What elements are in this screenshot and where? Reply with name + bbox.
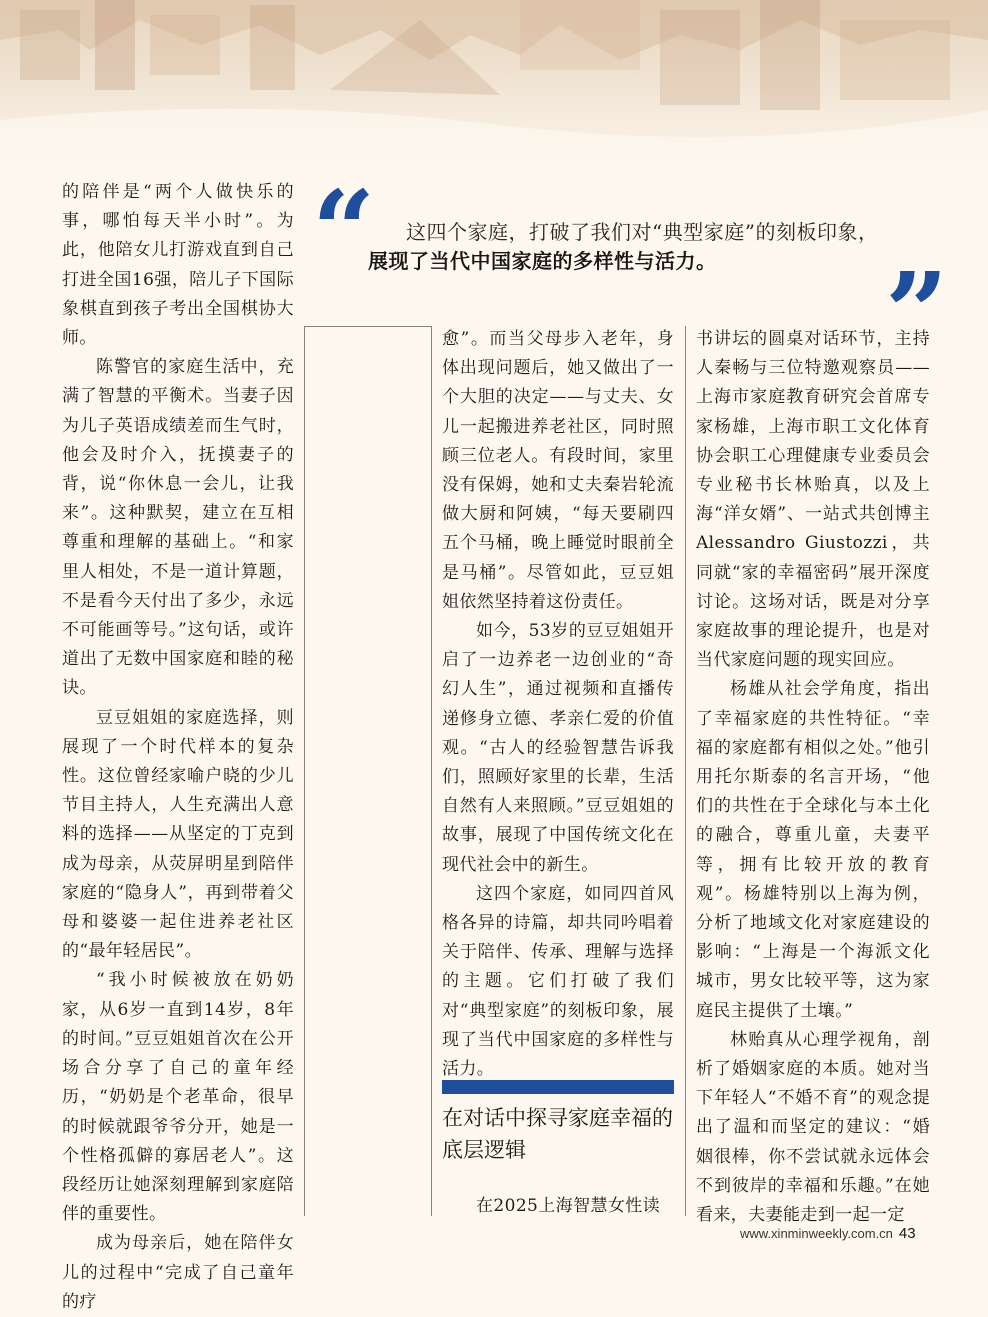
page-number: 43	[898, 1225, 916, 1242]
header-illustration	[0, 0, 988, 190]
page-footer	[740, 1225, 916, 1242]
section-heading: 在对话中探寻家庭幸福的底层逻辑	[442, 1106, 673, 1162]
section-heading-bar	[442, 1080, 674, 1094]
pull-quote-line-2: 展现了当代中国家庭的多样性与活力。	[368, 249, 717, 273]
paragraph: 成为母亲后，她在陪伴女儿的过程中“完成了自己童年的疗	[62, 1233, 294, 1312]
paragraph: “我小时候被放在奶奶家，从6岁一直到14岁，8年的时间。”豆豆姐姐首次在公开场合分享了自己的童年经历，“奶奶是个老革命，很早的时候就跟爷爷分开，她是一个性格孤僻的寡居老人”。这段经历让她深刻理解到家庭陪伴的重要性。	[62, 970, 294, 1225]
article-column-2	[442, 325, 674, 1084]
paragraph: 书讲坛的圆桌对话环节，主持人秦畅与三位特邀观察员——上海市家庭教育研究会首席专家杨雄，上海市职工文化体育协会职工心理健康专业委员会专业秘书长林贻真，以及上海“洋女婿”、一站式共创博主Alessandro Giustozzi，共同就“家的幸福密码”展开深度讨论。这场对话，既是对分享家庭故事的理论提升，也是对当代家庭问题的现实回应。	[696, 329, 930, 671]
paragraph: 如今，53岁的豆豆姐姐开启了一边养老一边创业的“奇幻人生”，通过视频和直播传递修身立德、孝亲仁爱的价值观。“古人的经验智慧告诉我们，照顾好家里的长辈，生活自然有人来照顾。”豆豆姐姐的故事，展现了中国传统文化在现代社会中的新生。	[442, 621, 674, 875]
column-divider	[685, 326, 686, 1216]
paragraph: 在2025上海智慧女性读	[476, 1196, 661, 1216]
column-divider	[304, 326, 305, 1216]
footer-url[interactable]: www.xinminweekly.com.cn	[740, 1226, 893, 1241]
column-divider	[431, 326, 432, 1216]
open-quote-mark: “	[312, 166, 376, 295]
paragraph: 愈”。而当父母步入老年，身体出现问题后，她又做出了一个大胆的决定——与丈夫、女儿一起搬进养老社区，同时照顾三位老人。有段时间，家里没有保姆，她和丈夫秦岩轮流做大厨和阿姨，“每天要刷四五个马桶，晚上睡觉时眼前全是马桶”。尽管如此，豆豆姐姐依然坚持着这份责任。	[442, 329, 674, 612]
horizontal-divider	[304, 326, 431, 327]
paragraph: 这四个家庭，如同四首风格各异的诗篇，却共同吟唱着关于陪伴、传承、理解与选择的主题。它们打破了我们对“典型家庭”的刻板印象，展现了当代中国家庭的多样性与活力。	[442, 883, 674, 1080]
article-column-3	[696, 325, 930, 1230]
close-quote-mark: ”	[885, 248, 949, 377]
paragraph: 杨雄从社会学角度，指出了幸福家庭的共性特征。“幸福的家庭都有相似之处。”他引用托尔斯泰的名言开场，“他们的共性在于全球化与本土化的融合，尊重儿童，夫妻平等，拥有比较开放的教育观”。杨雄特别以上海为例，分析了地域文化对家庭建设的影响：“上海是一个海派文化城市，男女比较平等，这为家庭民主提供了土壤。”	[696, 679, 930, 1021]
paragraph: 林贻真从心理学视角，剖析了婚姻家庭的本质。她对当下年轻人“不婚不育”的观念提出了温和而坚定的建议：“婚姻很棒，你不尝试就永远体会不到彼岸的幸福和乐趣。”在她看来，夫妻能走到一起一定	[696, 1029, 930, 1226]
painted-cityscape-illustration	[0, 0, 988, 190]
paragraph: 的陪伴是“两个人做快乐的事，哪怕每天半小时”。为此，他陪女儿打游戏直到自己打进全国16强，陪儿子下国际象棋直到孩子考出全国棋协大师。	[62, 182, 294, 349]
paragraph: 豆豆姐姐的家庭选择，则展现了一个时代样本的复杂性。这位曾经家喻户晓的少儿节目主持人，人生充满出人意料的选择——从坚定的丁克到成为母亲，从荧屏明星到陪伴家庭的“隐身人”，再到带着父母和婆婆一起住进养老社区的“最年轻居民”。	[62, 707, 294, 962]
paragraph: 陈警官的家庭生活中，充满了智慧的平衡术。当妻子因为儿子英语成绩差而生气时，他会及时介入，抚摸妻子的背，说“你休息一会儿，让我来”。这种默契，建立在互相尊重和理解的基础上。“和家里人相处，不是一道计算题，不是看今天付出了多少，永远不可能画等号。”这句话，或许道出了无数中国家庭和睦的秘诀。	[62, 357, 294, 699]
article-column-1	[62, 178, 294, 1317]
pull-quote-line-1: 这四个家庭，打破了我们对“典型家庭”的刻板印象，	[406, 220, 879, 244]
